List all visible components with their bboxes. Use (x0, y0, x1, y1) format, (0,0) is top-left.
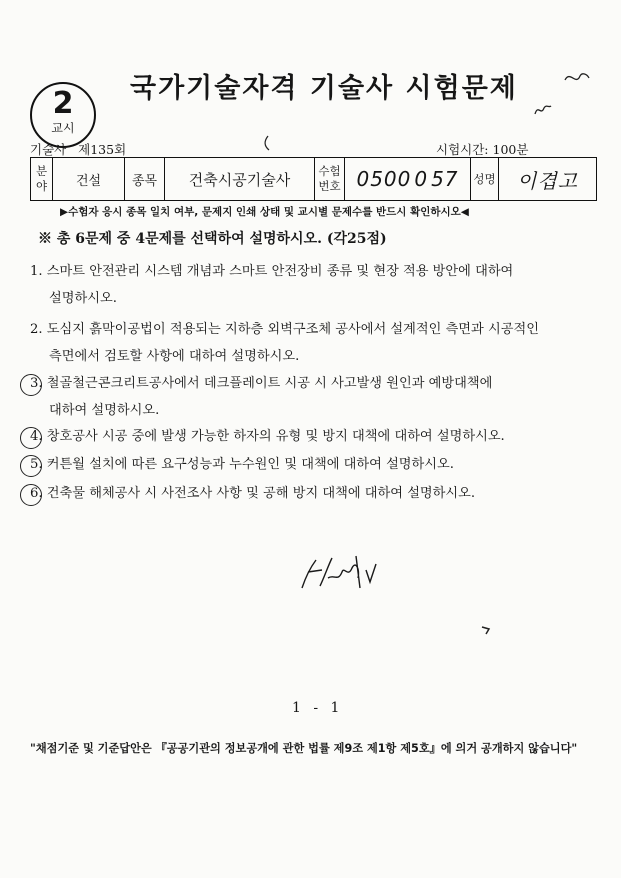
exam-round: 제135회 (78, 142, 127, 157)
session-number: 2 (52, 86, 74, 121)
id-value: 0500 0 57 (345, 158, 471, 201)
question-text: 스마트 안전관리 시스템 개념과 스마트 안전장비 종류 및 현장 적용 방안에 대하여 (46, 264, 514, 279)
question-text: 커튼월 설치에 따른 요구성능과 누수원인 및 대책에 대하여 설명하시오. (46, 457, 454, 472)
signature-icon (294, 548, 384, 598)
question-number: 1. (30, 264, 43, 279)
question-2 (30, 316, 539, 370)
handwritten-mark-icon (532, 100, 554, 120)
question-number: 4. (30, 429, 43, 444)
page-title: 국가기술자격 기술사 시험문제 (130, 73, 518, 104)
question-3 (30, 370, 492, 424)
exam-info-table (30, 157, 597, 201)
exam-category: 기술사 (30, 142, 67, 157)
question-text: 철골철근콘크리트공사에서 데크플레이트 시공 시 사고발생 원인과 예방대책에 (46, 376, 493, 391)
field-value: 건설 (53, 158, 125, 201)
question-text: 측면에서 검토할 사항에 대하여 설명하시오. (49, 349, 300, 364)
name-label: 성명 (471, 158, 499, 201)
type-label: 종목 (125, 158, 165, 201)
handwritten-mark-icon (262, 134, 272, 152)
question-number: 6. (30, 486, 43, 501)
question-text: 도심지 흙막이공법이 적용되는 지하층 외벽구조체 공사에서 설계적인 측면과 시공적인 (46, 322, 539, 337)
notice-text: ▶수험자 응시 종목 일치 여부, 문제지 인쇄 상태 및 교시별 문제수를 반드시 확인하시오◀ (60, 206, 469, 218)
question-number: 5. (30, 457, 43, 472)
question-text: 건축물 해체공사 시 사전조사 사항 및 공해 방지 대책에 대하여 설명하시오. (46, 486, 476, 501)
handwritten-mark-icon (480, 624, 492, 636)
session-label: 교시 (51, 121, 75, 135)
instruction-text: ※ 총 6문제 중 4문제를 선택하여 설명하시오. (각25점) (38, 231, 387, 247)
exam-category-round (30, 140, 126, 158)
exam-time: 시험시간: 100분 (436, 142, 529, 157)
footer-notice: "채점기준 및 기준답안은 『공공기관의 정보공개에 관한 법률 제9조 제1항 제5호』에 의거 공개하지 않습니다" (30, 742, 578, 755)
question-6 (30, 480, 475, 507)
question-text: 대하여 설명하시오. (49, 403, 160, 418)
page-number: 1 - 1 (292, 700, 344, 716)
question-text: 창호공사 시공 중에 발생 가능한 하자의 유형 및 방지 대책에 대하여 설명하시오. (46, 429, 505, 444)
question-text: 설명하시오. (49, 291, 117, 306)
handwritten-mark-icon (562, 68, 592, 88)
question-5 (30, 451, 454, 478)
question-number: 3. (30, 376, 43, 391)
question-4 (30, 423, 505, 450)
question-1 (30, 258, 513, 312)
type-value: 건축시공기술사 (165, 158, 315, 201)
question-number: 2. (30, 322, 43, 337)
session-badge (30, 82, 96, 148)
field-label: 분야 (31, 158, 53, 201)
name-value: 이겹고 (499, 158, 597, 201)
id-label: 수험번호 (315, 158, 345, 201)
